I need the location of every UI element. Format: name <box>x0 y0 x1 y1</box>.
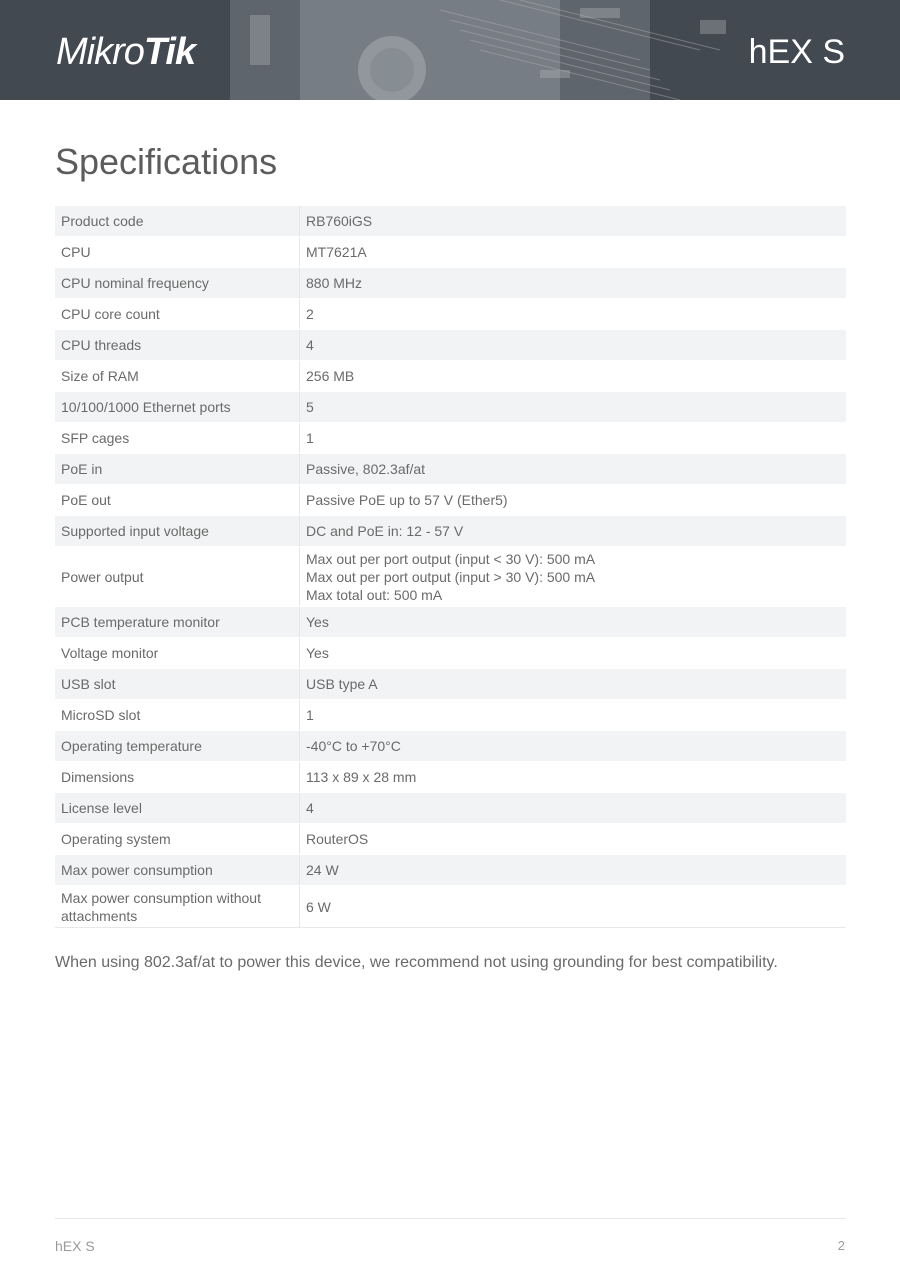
spec-value: 880 MHz <box>300 268 847 299</box>
spec-key: PoE out <box>55 485 300 516</box>
spec-key: CPU nominal frequency <box>55 268 300 299</box>
spec-key: Max power consumption <box>55 855 300 886</box>
spec-row <box>55 485 846 516</box>
spec-key: CPU core count <box>55 299 300 330</box>
spec-row <box>55 607 846 638</box>
spec-value: Yes <box>300 638 847 669</box>
specifications-table <box>55 206 846 928</box>
spec-key: USB slot <box>55 669 300 700</box>
footer-product-name: hEX S <box>55 1238 95 1254</box>
spec-key: Operating system <box>55 824 300 855</box>
spec-row <box>55 299 846 330</box>
spec-value: 4 <box>300 793 847 824</box>
spec-key: Size of RAM <box>55 361 300 392</box>
spec-value: 2 <box>300 299 847 330</box>
spec-value: RouterOS <box>300 824 847 855</box>
spec-row <box>55 638 846 669</box>
spec-key: MicroSD slot <box>55 700 300 731</box>
mikrotik-logo <box>56 30 195 74</box>
logo-text-mikro: Mikro <box>56 31 144 73</box>
spec-value: 4 <box>300 330 847 361</box>
header-product-name: hEX S <box>748 33 845 71</box>
spec-value: Passive, 802.3af/at <box>300 454 847 485</box>
spec-row <box>55 423 846 454</box>
spec-value: 5 <box>300 392 847 423</box>
spec-key: Power output <box>55 547 300 607</box>
spec-value: DC and PoE in: 12 - 57 V <box>300 516 847 547</box>
spec-key: 10/100/1000 Ethernet ports <box>55 392 300 423</box>
spec-key: CPU threads <box>55 330 300 361</box>
spec-row <box>55 700 846 731</box>
page-number: 2 <box>837 1238 845 1253</box>
spec-row <box>55 330 846 361</box>
logo-text-tik: Tik <box>143 31 196 73</box>
spec-row <box>55 731 846 762</box>
spec-row <box>55 793 846 824</box>
page-title: Specifications <box>55 141 278 182</box>
spec-key: PoE in <box>55 454 300 485</box>
spec-key: Max power consumption without attachments <box>55 886 300 928</box>
spec-value-line: Max total out: 500 mA <box>306 586 443 603</box>
spec-value: 113 x 89 x 28 mm <box>300 762 847 793</box>
spec-key: License level <box>55 793 300 824</box>
footer-divider <box>55 1218 846 1219</box>
spec-row <box>55 206 846 237</box>
grounding-note: When using 802.3af/at to power this device, we recommend not using grounding for best compatibility. <box>55 954 778 971</box>
spec-row <box>55 268 846 299</box>
spec-value: USB type A <box>300 669 847 700</box>
spec-key: Voltage monitor <box>55 638 300 669</box>
spec-key: Supported input voltage <box>55 516 300 547</box>
spec-value: -40°C to +70°C <box>300 731 847 762</box>
spec-row <box>55 547 846 607</box>
spec-value: RB760iGS <box>300 206 847 237</box>
spec-value: Yes <box>300 607 847 638</box>
spec-row <box>55 762 846 793</box>
spec-value: 1 <box>300 423 847 454</box>
spec-value: 6 W <box>300 886 847 928</box>
spec-key: PCB temperature monitor <box>55 607 300 638</box>
spec-row <box>55 669 846 700</box>
spec-row <box>55 886 846 928</box>
spec-row <box>55 824 846 855</box>
spec-row <box>55 454 846 485</box>
spec-key: Dimensions <box>55 762 300 793</box>
spec-value <box>300 547 847 607</box>
spec-value: 1 <box>300 700 847 731</box>
spec-key: CPU <box>55 237 300 268</box>
header-banner <box>0 0 900 100</box>
spec-row <box>55 237 846 268</box>
spec-key: Operating temperature <box>55 731 300 762</box>
spec-value: 256 MB <box>300 361 847 392</box>
spec-value: Passive PoE up to 57 V (Ether5) <box>300 485 847 516</box>
spec-key: SFP cages <box>55 423 300 454</box>
spec-row <box>55 855 846 886</box>
spec-value-line: Max out per port output (input > 30 V): 500 mA <box>306 568 596 585</box>
spec-row <box>55 516 846 547</box>
spec-value-line: Max out per port output (input < 30 V): 500 mA <box>306 550 596 567</box>
spec-row <box>55 392 846 423</box>
spec-key: Product code <box>55 206 300 237</box>
spec-row <box>55 361 846 392</box>
spec-value: 24 W <box>300 855 847 886</box>
spec-value: MT7621A <box>300 237 847 268</box>
